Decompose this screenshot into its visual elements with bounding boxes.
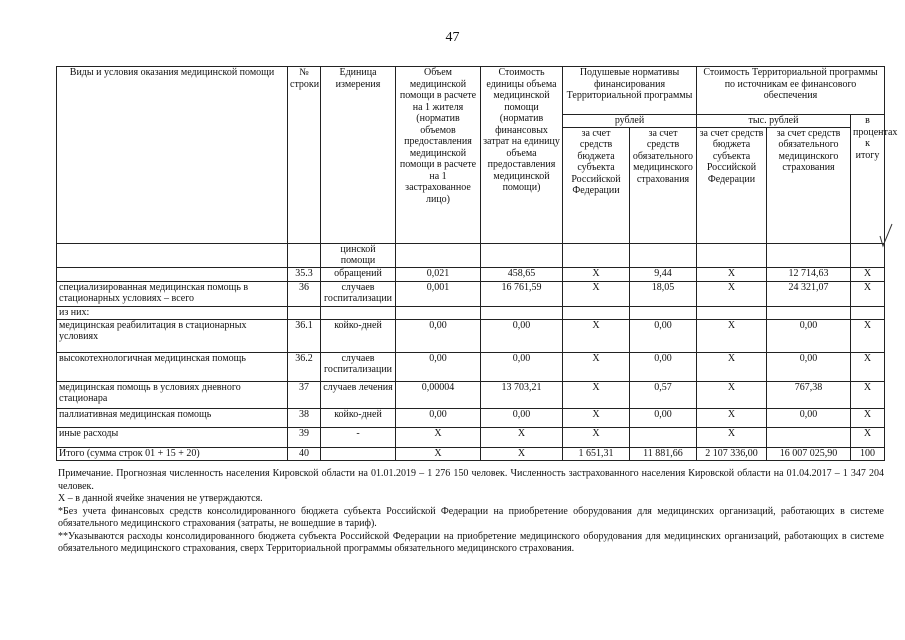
- note-x-legend: X – в данной ячейке значения не утверждаются.: [58, 493, 263, 504]
- header-cost: Стоимость единицы объема медицинской помощи (норматив финансовых затрат на единицу объема предоставления медицинской помощи): [481, 67, 563, 244]
- cell-name: [57, 267, 288, 281]
- cell-volume: [396, 243, 481, 267]
- cell-cost: 458,65: [481, 267, 563, 281]
- cell-unit: -: [321, 427, 396, 447]
- cell-percent: X: [851, 408, 885, 427]
- cell-tc-budget: [697, 243, 767, 267]
- header-cost-oms: за счет средств обязательного медицинского страхования: [767, 127, 851, 243]
- cell-row-no: 36.2: [288, 352, 321, 381]
- cell-row-no: 36: [288, 281, 321, 306]
- cell-tc-oms: 0,00: [767, 352, 851, 381]
- header-unit-rubles: рублей: [563, 115, 697, 128]
- cell-cost: X: [481, 427, 563, 447]
- cell-percent: X: [851, 352, 885, 381]
- table-row: [57, 306, 885, 319]
- cell-pc-budget: X: [563, 352, 630, 381]
- header-unit: Единица измерения: [321, 67, 396, 244]
- header-per-capita-budget: за счет средств бюджета субъекта Российской Федерации: [563, 127, 630, 243]
- cell-percent: X: [851, 319, 885, 352]
- cell-volume: 0,00: [396, 319, 481, 352]
- cell-volume: 0,00: [396, 408, 481, 427]
- cell-pc-budget: X: [563, 281, 630, 306]
- notes: [58, 468, 884, 556]
- cell-volume: 0,021: [396, 267, 481, 281]
- cell-volume: 0,00: [396, 352, 481, 381]
- note-population: Примечание. Прогнозная численность населения Кировской области на 01.01.2019 – 1 276 150 человек. Численность застрахованного населения Кировской области на 01.04.2017 – 1 347 204 человек.: [58, 468, 884, 492]
- cell-tc-oms: [767, 306, 851, 319]
- cell-pc-oms: 18,05: [630, 281, 697, 306]
- header-unit-thousand-rubles: тыс. рублей: [697, 115, 851, 128]
- cell-tc-budget: [697, 306, 767, 319]
- cell-row-no: 37: [288, 381, 321, 408]
- cell-cost: [481, 306, 563, 319]
- header-percent: в процентах к итогу: [851, 115, 885, 244]
- cell-cost: 0,00: [481, 408, 563, 427]
- table-row: [57, 381, 885, 408]
- note-footnote-2: **Указываются расходы консолидированного бюджета субъекта Российской Федерации на приобретение медицинского оборудования для медицинских организаций, работающих в системе обязательного медицинского страхования, сверх Территориальной программы обязательного медицинского страхования.: [58, 530, 884, 554]
- cell-row-no: 35.3: [288, 267, 321, 281]
- cell-name: медицинская помощь в условиях дневного стационара: [57, 381, 288, 408]
- cell-cost: [481, 243, 563, 267]
- cell-unit: койко-дней: [321, 319, 396, 352]
- cell-pc-budget: 1 651,31: [563, 447, 630, 460]
- cell-cost: 0,00: [481, 352, 563, 381]
- cell-pc-oms: 11 881,66: [630, 447, 697, 460]
- cell-name: иные расходы: [57, 427, 288, 447]
- cell-unit: случаев госпитализации: [321, 352, 396, 381]
- cell-volume: X: [396, 447, 481, 460]
- header-cost-budget: за счет средств бюджета субъекта Российской Федерации: [697, 127, 767, 243]
- cell-percent: 100: [851, 447, 885, 460]
- cell-pc-budget: [563, 306, 630, 319]
- cell-cost: 16 761,59: [481, 281, 563, 306]
- table-row: [57, 319, 885, 352]
- header-row-no: № строки: [288, 67, 321, 244]
- table-row: [57, 427, 885, 447]
- cell-tc-budget: 2 107 336,00: [697, 447, 767, 460]
- cell-tc-budget: X: [697, 352, 767, 381]
- cell-name: высокотехнологичная медицинская помощь: [57, 352, 288, 381]
- cell-volume: 0,00004: [396, 381, 481, 408]
- cell-pc-oms: 9,44: [630, 267, 697, 281]
- cell-tc-budget: X: [697, 281, 767, 306]
- cell-percent: X: [851, 281, 885, 306]
- cell-tc-oms: 16 007 025,90: [767, 447, 851, 460]
- cell-pc-oms: 0,00: [630, 352, 697, 381]
- cell-tc-oms: 0,00: [767, 408, 851, 427]
- cell-row-no: [288, 243, 321, 267]
- pen-mark-icon: [878, 222, 894, 248]
- cell-tc-budget: X: [697, 267, 767, 281]
- cell-name: паллиативная медицинская помощь: [57, 408, 288, 427]
- cell-pc-oms: [630, 306, 697, 319]
- cell-pc-budget: X: [563, 408, 630, 427]
- cell-pc-oms: 0,00: [630, 319, 697, 352]
- cell-unit: случаев госпитализации: [321, 281, 396, 306]
- table-row: [57, 267, 885, 281]
- cell-name: специализированная медицинская помощь в стационарных условиях – всего: [57, 281, 288, 306]
- cell-row-no: 38: [288, 408, 321, 427]
- header-program-cost: Стоимость Территориальной программы по источникам ее финансового обеспечения: [697, 67, 885, 115]
- cell-unit: койко-дней: [321, 408, 396, 427]
- cell-pc-budget: X: [563, 381, 630, 408]
- cell-cost: 0,00: [481, 319, 563, 352]
- cell-unit: обращений: [321, 267, 396, 281]
- header-volume: Объем медицинской помощи в расчете на 1 жителя (норматив объемов предоставления медицинской помощи в расчете на 1 застрахованное лицо): [396, 67, 481, 244]
- cell-unit: [321, 306, 396, 319]
- table-row: [57, 243, 885, 267]
- cell-row-no: [288, 306, 321, 319]
- page-number: 47: [445, 30, 460, 45]
- cell-tc-oms: 767,38: [767, 381, 851, 408]
- table-row: [57, 281, 885, 306]
- note-footnote-1: *Без учета финансовых средств консолидированного бюджета субъекта Российской Федерации на приобретение оборудования для медицинских организаций, работающих в системе обязательного медицинского страхования (затраты, не вошедшие в тариф).: [58, 505, 884, 529]
- cell-tc-budget: X: [697, 427, 767, 447]
- cell-percent: [851, 306, 885, 319]
- cell-cost: X: [481, 447, 563, 460]
- cell-name: медицинская реабилитация в стационарных условиях: [57, 319, 288, 352]
- cell-pc-budget: [563, 243, 630, 267]
- cell-volume: 0,001: [396, 281, 481, 306]
- cell-pc-oms: 0,57: [630, 381, 697, 408]
- cell-tc-oms: 24 321,07: [767, 281, 851, 306]
- table-row: [57, 408, 885, 427]
- cell-row-no: 36.1: [288, 319, 321, 352]
- header-per-capita: Подушевые нормативы финансирования Территориальной программы: [563, 67, 697, 115]
- cell-pc-oms: 0,00: [630, 408, 697, 427]
- cell-tc-oms: [767, 243, 851, 267]
- cell-pc-budget: X: [563, 267, 630, 281]
- cell-volume: [396, 306, 481, 319]
- cell-pc-oms: [630, 243, 697, 267]
- cell-cost: 13 703,21: [481, 381, 563, 408]
- cell-row-no: 40: [288, 447, 321, 460]
- cell-unit: [321, 447, 396, 460]
- cell-pc-budget: X: [563, 427, 630, 447]
- cell-pc-oms: [630, 427, 697, 447]
- cell-unit: цинской помощи: [321, 243, 396, 267]
- cell-name: из них:: [57, 306, 288, 319]
- cell-pc-budget: X: [563, 319, 630, 352]
- cell-tc-budget: X: [697, 381, 767, 408]
- table-row: [57, 352, 885, 381]
- cell-name: Итого (сумма строк 01 + 15 + 20): [57, 447, 288, 460]
- financing-table: [56, 66, 898, 461]
- cell-volume: X: [396, 427, 481, 447]
- cell-tc-oms: 12 714,63: [767, 267, 851, 281]
- cell-unit: случаев лечения: [321, 381, 396, 408]
- cell-percent: X: [851, 427, 885, 447]
- cell-name: [57, 243, 288, 267]
- cell-tc-oms: 0,00: [767, 319, 851, 352]
- cell-tc-oms: [767, 427, 851, 447]
- cell-percent: X: [851, 267, 885, 281]
- cell-tc-budget: X: [697, 408, 767, 427]
- cell-tc-budget: X: [697, 319, 767, 352]
- table-row-total: [57, 447, 885, 460]
- header-types: Виды и условия оказания медицинской помощи: [57, 67, 288, 244]
- cell-row-no: 39: [288, 427, 321, 447]
- cell-percent: X: [851, 381, 885, 408]
- table-header: [57, 67, 898, 244]
- header-per-capita-oms: за счет средств обязательного медицинского страхования: [630, 127, 697, 243]
